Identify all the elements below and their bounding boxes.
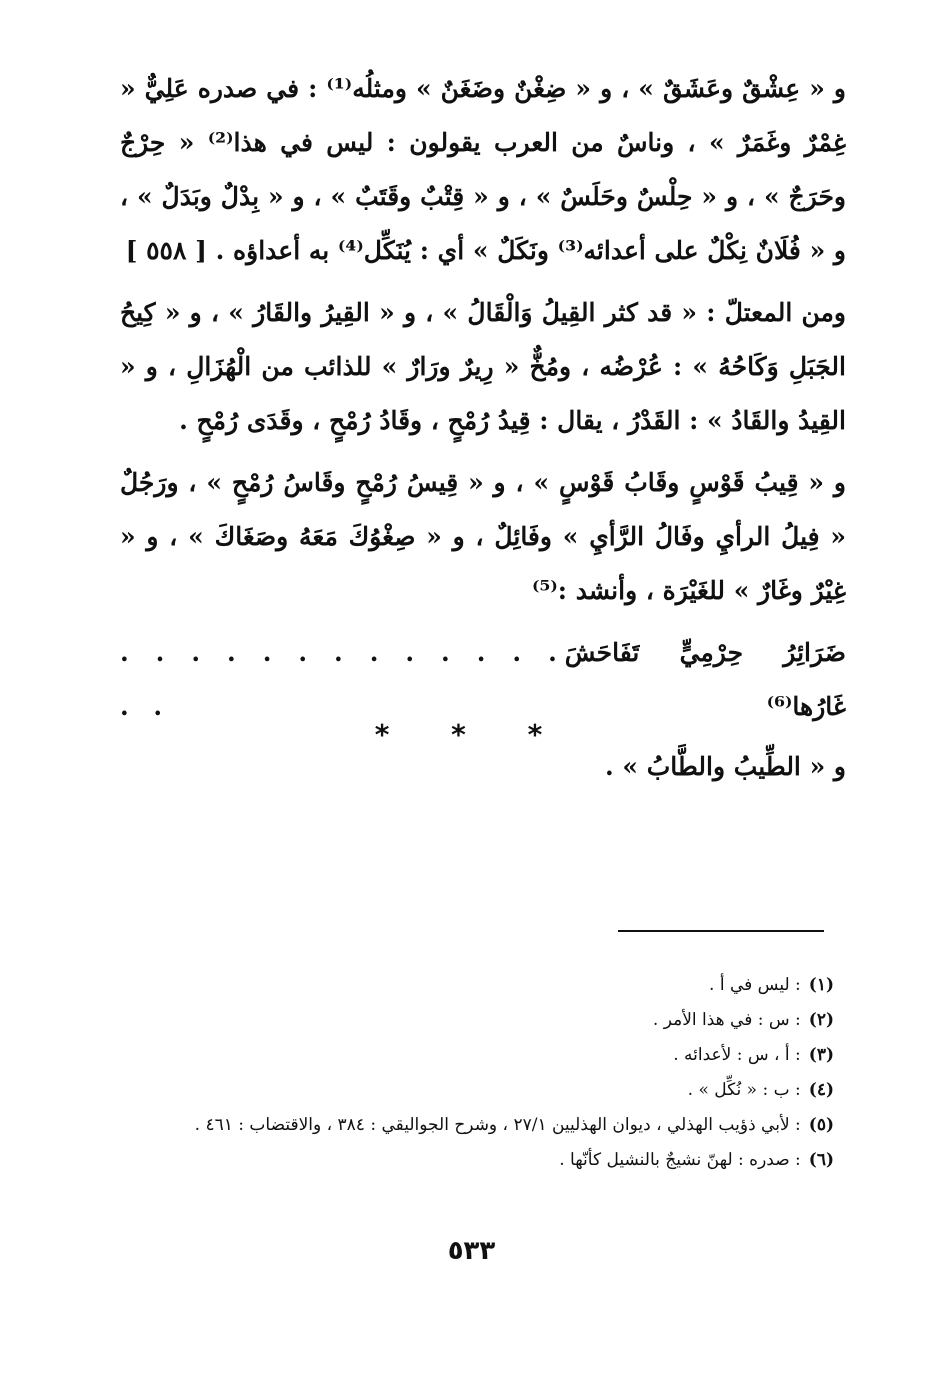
footnote-number: (٥) bbox=[808, 1115, 834, 1135]
page-number: ٥٣٣ bbox=[447, 1236, 496, 1266]
footnote-item bbox=[150, 968, 834, 1003]
footnote-separator bbox=[618, 930, 824, 932]
footnote-text: : صدره : لهنّ نشيجٌ بالنشيل كأنّها . bbox=[559, 1150, 801, 1170]
paragraph-1: و « عِشْقٌ وعَشَقٌ » ، و « ضِغْنٌ وضَغَنٌ » ومثلُه⁽¹⁾ : في صدره عَلِيٌّ « غِمْرٌ وغَمَرٌ » ، وناسٌ من العرب يقولون : ليس في هذا⁽²⁾ « حِرْجٌ وحَرَجٌ » ، و « حِلْسٌ وحَلَسٌ » ، و « قِتْبٌ وقَتَبٌ » ، و « بِدْلٌ وبَدَلٌ » ، و « فُلَانٌ نِكْلٌ على أعدائه⁽³⁾ ونَكَلٌ » أي : يُنَكِّل⁽⁴⁾ به أعداؤه . [ ٥٥٨ ] bbox=[120, 74, 846, 265]
footnote-item bbox=[150, 1108, 834, 1143]
footnote-text: : ب : « نُكِّل » . bbox=[687, 1080, 801, 1100]
footnote-item bbox=[150, 1003, 834, 1038]
paragraph-3: و « قِيبُ قَوْسٍ وقَابُ قَوْسٍ » ، و « قِيسُ رُمْحٍ وقَاسُ رُمْحٍ » ، ورَجُلٌ « فِيلُ الرأيِ وفَالُ الرَّأيِ » وفَائِلٌ ، و « صِغْوُكَ مَعَهُ وصَغَاكَ » ، و « غِيْرٌ وغَارٌ » للغَيْرَة ، وأنشد :⁽⁵⁾ bbox=[120, 468, 846, 605]
footnote-text: : لأبي ذؤيب الهذلي ، ديوان الهذليين ٢٧/١ ، وشرح الجواليقي : ٣٨٤ ، والاقتضاب : ٤٦١ . bbox=[194, 1115, 801, 1135]
footnote-number: (٦) bbox=[808, 1150, 834, 1170]
footnote-text: : ليس في أ . bbox=[709, 975, 801, 995]
footnote-item bbox=[150, 1038, 834, 1073]
footnote-text: : س : في هذا الأمر . bbox=[652, 1010, 801, 1030]
footnote-item bbox=[150, 1073, 834, 1108]
section-divider-stars: * * * bbox=[374, 718, 569, 751]
footnote-item bbox=[150, 1143, 834, 1178]
footnote-text: : أ ، س : لأعدائه . bbox=[673, 1045, 801, 1065]
main-text bbox=[120, 62, 846, 802]
paragraph-2: ومن المعتلّ : « قد كثر القِيلُ وَالْقَالُ » ، و « القِيرُ والقَارُ » ، و « كِيحُ الجَبَلِ وَكَاحُهُ » : عُرْضُه ، ومُخٌّ « رِيرٌ ورَارٌ » للذائب من الْهُزَالِ ، و « القِيدُ والقَادُ » : القَدْرُ ، يقال : قِيدُ رُمْحٍ ، وقَادُ رُمْحٍ ، وقَدَى رُمْحٍ . bbox=[120, 298, 846, 435]
footnote-number: (٤) bbox=[808, 1080, 834, 1100]
paragraph-4: و « الطِّيبُ والطَّابُ » . bbox=[604, 752, 846, 781]
footnote-number: (٣) bbox=[808, 1045, 834, 1065]
footnotes bbox=[150, 968, 834, 1178]
footnote-number: (٢) bbox=[808, 1010, 834, 1030]
verse-ellipsis: . . . . . . . . . . . . . . . bbox=[120, 638, 565, 721]
verse-hemistich: ضَرَائِرُ حِرْمِيٍّ تَفَاحَشَ غَارُها⁽⁶⁾ bbox=[564, 638, 846, 721]
footnote-number: (١) bbox=[808, 975, 834, 995]
